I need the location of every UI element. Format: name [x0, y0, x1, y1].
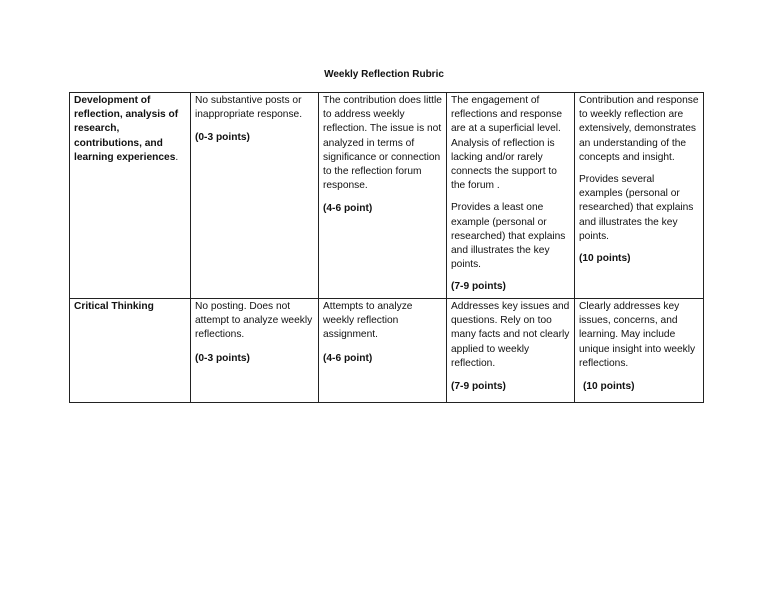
rubric-cell — [575, 299, 704, 403]
cell-points: (10 points) — [579, 253, 631, 265]
criterion-cell — [70, 93, 191, 299]
cell-description: Attempts to analyze weekly reflection assignment. — [323, 301, 413, 341]
cell-description: The contribution does little to address weekly reflection. The issue is not analyzed in terms of significance or connection to the reflection forum response. — [323, 95, 442, 192]
cell-points: (0-3 points) — [195, 352, 250, 364]
rubric-cell — [447, 93, 575, 299]
page-title: Weekly Reflection Rubric — [324, 69, 444, 80]
cell-description: The engagement of reflections and response are at a superficial level. Analysis of reflection is lacking and/or rarely connects the support to the forum . — [451, 95, 562, 192]
table-row — [70, 93, 704, 299]
cell-description: Contribution and response to weekly reflection are extensively, demonstrates an understanding of the concepts and insight. — [579, 95, 699, 163]
cell-description: No posting. Does not attempt to analyze weekly reflections. — [195, 301, 313, 341]
rubric-cell — [319, 93, 447, 299]
rubric-cell — [319, 299, 447, 403]
cell-description-extra: Provides several examples (personal or researched) that explains and illustrates the key points. — [579, 174, 694, 242]
cell-points: (7-9 points) — [451, 381, 506, 393]
cell-points: (4-6 point) — [323, 352, 373, 364]
table-row — [70, 299, 704, 403]
rubric-cell — [575, 93, 704, 299]
rubric-table — [69, 92, 704, 403]
cell-description-extra: Provides a least one example (personal or researched) that explains and illustrates the key points. — [451, 202, 566, 271]
criterion-suffix: . — [175, 151, 179, 163]
criterion-label: Critical Thinking — [74, 301, 154, 312]
cell-points: (0-3 points) — [195, 132, 250, 144]
criterion-label: Development of reflection, analysis of research, contributions, and learning experiences — [74, 95, 179, 163]
cell-points: (4-6 point) — [323, 203, 373, 215]
cell-points: (10 points) — [583, 381, 635, 393]
cell-description: Clearly addresses key issues, concerns, and learning. May include unique insight into weekly reflections. — [579, 301, 696, 369]
rubric-cell — [447, 299, 575, 403]
cell-points: (7-9 points) — [451, 281, 506, 293]
cell-description: Addresses key issues and questions. Rely on too many facts and not clearly applied to weekly reflection. — [451, 301, 570, 369]
rubric-cell — [191, 93, 319, 299]
rubric-cell — [191, 299, 319, 403]
criterion-cell — [70, 299, 191, 403]
cell-description: No substantive posts or inappropriate response. — [195, 95, 303, 121]
